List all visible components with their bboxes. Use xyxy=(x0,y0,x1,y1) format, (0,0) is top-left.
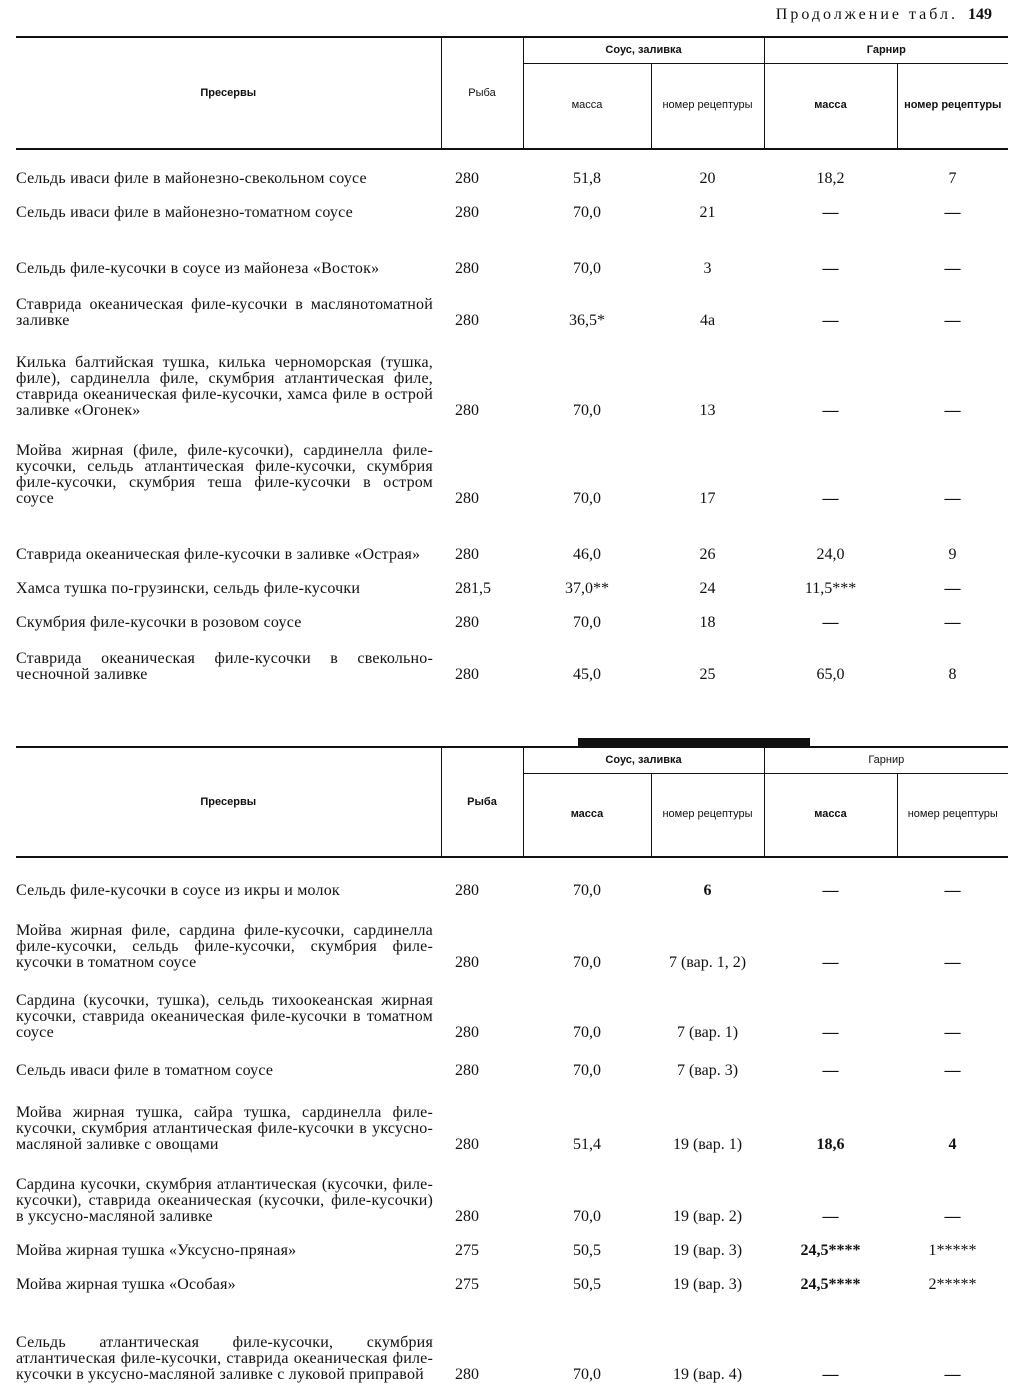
col-header-fish: Рыба xyxy=(441,747,523,857)
sauce-recipe: 7 (вар. 3) xyxy=(676,1062,739,1079)
garnish-recipe: — xyxy=(944,614,961,631)
garnish-recipe: — xyxy=(944,1208,961,1225)
sauce-mass: 50,5 xyxy=(573,1242,601,1259)
garnish-recipe: 1***** xyxy=(928,1242,977,1259)
table-row xyxy=(16,971,1008,1041)
garnish-mass: — xyxy=(822,882,839,899)
sauce-mass: 70,0 xyxy=(573,490,601,507)
table-row xyxy=(16,187,1008,221)
product-name: Ставрида океаническая филе-кусочки в маслянотоматной заливке xyxy=(16,296,433,329)
table-row xyxy=(16,507,1008,563)
product-name: Ставрида океаническая филе-кусочки в заливке «Острая» xyxy=(16,546,421,563)
product-name: Сельдь иваси филе в томатном соусе xyxy=(16,1062,274,1079)
col-header-preserves: Пресервы xyxy=(16,747,441,857)
product-name: Сельдь филе-кусочки в соусе из майонеза «Восток» xyxy=(16,260,380,277)
garnish-mass: — xyxy=(822,1208,839,1225)
table-row xyxy=(16,419,1008,507)
table-row xyxy=(16,149,1008,187)
sauce-recipe: 24 xyxy=(699,580,716,597)
garnish-mass: 24,5**** xyxy=(800,1242,861,1259)
sauce-mass: 36,5* xyxy=(569,312,605,329)
sauce-recipe: 7 (вар. 1, 2) xyxy=(668,954,747,971)
product-name: Хамса тушка по-грузински, сельдь филе-кусочки xyxy=(16,580,361,597)
garnish-mass: 65,0 xyxy=(816,666,845,683)
product-name: Мойва жирная тушка «Уксусно-пряная» xyxy=(16,1242,297,1259)
fish-mass: 280 xyxy=(455,882,479,899)
product-name: Сардина кусочки, скумбрия атлантическая (кусочки, филе-кусочки), ставрида океаническая (кусочки, филе-кусочки) в уксусно-масляной заливке xyxy=(16,1176,433,1225)
sauce-mass: 51,4 xyxy=(573,1136,601,1153)
garnish-mass: — xyxy=(822,204,839,221)
garnish-recipe: — xyxy=(944,882,961,899)
table-row xyxy=(16,1079,1008,1153)
product-name: Ставрида океаническая филе-кусочки в свекольно-чесночной заливке xyxy=(16,650,433,683)
product-name: Мойва жирная тушка «Особая» xyxy=(16,1276,236,1293)
garnish-recipe: 8 xyxy=(948,666,957,683)
garnish-mass: 24,0 xyxy=(816,546,845,563)
sauce-recipe: 26 xyxy=(699,546,716,563)
sauce-mass: 70,0 xyxy=(573,1208,601,1225)
sauce-recipe: 4а xyxy=(699,312,716,329)
fish-mass: 280 xyxy=(455,402,479,419)
garnish-mass: — xyxy=(822,954,839,971)
fish-mass: 280 xyxy=(455,170,479,187)
product-name: Мойва жирная (филе, филе-кусочки), сардинелла филе-кусочки, сельдь атлантическая филе-кусочки, скумбрия филе-кусочки, скумбрия теша филе-кусочки в остром соусе xyxy=(16,442,433,507)
product-name: Сардина (кусочки, тушка), сельдь тихоокеанская жирная кусочки, ставрида океаническая филе-кусочки в томатном соусе xyxy=(16,992,433,1041)
garnish-recipe: — xyxy=(944,260,961,277)
preserves-table-1 xyxy=(16,36,1008,683)
fish-mass: 280 xyxy=(455,1366,479,1383)
garnish-recipe: 2***** xyxy=(928,1276,977,1293)
fish-mass: 275 xyxy=(455,1242,479,1259)
garnish-recipe: — xyxy=(944,312,961,329)
col-header-garnish-mass: масса xyxy=(764,63,897,149)
table-row xyxy=(16,597,1008,631)
divider-bar xyxy=(578,738,810,746)
fish-mass: 280 xyxy=(455,1024,479,1041)
sauce-recipe: 6 xyxy=(703,882,712,899)
fish-mass: 280 xyxy=(455,1208,479,1225)
table-row xyxy=(16,277,1008,329)
header-title: Продолжение табл. xyxy=(775,6,958,23)
col-header-sauce-recipe: номер рецептуры xyxy=(651,773,764,857)
fish-mass: 280 xyxy=(455,312,479,329)
col-header-garnish: Гарнир xyxy=(764,747,1008,773)
fish-mass: 280 xyxy=(455,546,479,563)
col-header-garnish-mass: масса xyxy=(764,773,897,857)
garnish-mass: — xyxy=(822,1024,839,1041)
garnish-mass: 18,2 xyxy=(816,170,845,187)
garnish-recipe: — xyxy=(944,402,961,419)
garnish-mass: 24,5**** xyxy=(800,1276,861,1293)
running-header xyxy=(776,6,992,24)
sauce-recipe: 3 xyxy=(703,260,712,277)
preserves-table-2 xyxy=(16,746,1008,1383)
product-name: Сельдь атлантическая филе-кусочки, скумбрия атлантическая филе-кусочки, ставрида океаническая филе-кусочки в уксусно-масляной заливке с луковой приправой xyxy=(16,1334,433,1383)
fish-mass: 281,5 xyxy=(455,580,491,597)
fish-mass: 280 xyxy=(455,490,479,507)
table-row xyxy=(16,1259,1008,1293)
fish-mass: 275 xyxy=(455,1276,479,1293)
product-name: Скумбрия филе-кусочки в розовом соусе xyxy=(16,614,302,631)
sauce-mass: 70,0 xyxy=(573,882,601,899)
sauce-recipe: 20 xyxy=(699,170,716,187)
col-header-preserves: Пресервы xyxy=(16,37,441,149)
garnish-recipe: — xyxy=(944,490,961,507)
sauce-recipe: 25 xyxy=(699,666,716,683)
garnish-mass: 11,5*** xyxy=(804,580,857,597)
sauce-recipe: 13 xyxy=(699,402,716,419)
sauce-recipe: 7 (вар. 1) xyxy=(676,1024,739,1041)
table-row xyxy=(16,1293,1008,1383)
garnish-mass: — xyxy=(822,312,839,329)
col-header-fish: Рыба xyxy=(441,37,523,149)
fish-mass: 280 xyxy=(455,954,479,971)
product-name: Сельдь иваси филе в майонезно-свекольном соусе xyxy=(16,170,367,187)
garnish-recipe: — xyxy=(944,1024,961,1041)
sauce-mass: 70,0 xyxy=(573,402,601,419)
col-header-sauce: Соус, заливка xyxy=(523,747,764,773)
sauce-recipe: 17 xyxy=(699,490,716,507)
sauce-mass: 70,0 xyxy=(573,1062,601,1079)
fish-mass: 280 xyxy=(455,614,479,631)
col-header-garnish-recipe: номер рецептуры xyxy=(897,63,1008,149)
sauce-recipe: 19 (вар. 4) xyxy=(672,1366,743,1383)
garnish-mass: — xyxy=(822,1062,839,1079)
sauce-mass: 70,0 xyxy=(573,1024,601,1041)
col-header-sauce-mass: масса xyxy=(523,773,651,857)
product-name: Сельдь иваси филе в майонезно-томатном соусе xyxy=(16,204,353,221)
sauce-mass: 37,0** xyxy=(565,580,609,597)
garnish-mass: 18,6 xyxy=(816,1136,845,1153)
garnish-recipe: 9 xyxy=(948,546,957,563)
table-row xyxy=(16,1041,1008,1079)
product-name: Сельдь филе-кусочки в соусе из икры и молок xyxy=(16,882,340,899)
garnish-recipe: — xyxy=(944,1062,961,1079)
sauce-mass: 70,0 xyxy=(573,204,601,221)
garnish-recipe: 4 xyxy=(948,1136,957,1153)
garnish-mass: — xyxy=(822,614,839,631)
garnish-recipe: — xyxy=(944,1366,961,1383)
sauce-recipe: 19 (вар. 1) xyxy=(672,1136,743,1153)
garnish-recipe: — xyxy=(944,954,961,971)
sauce-mass: 70,0 xyxy=(573,954,601,971)
garnish-recipe: — xyxy=(944,204,961,221)
page-number: 149 xyxy=(968,6,992,23)
sauce-mass: 70,0 xyxy=(573,260,601,277)
table-row xyxy=(16,563,1008,597)
fish-mass: 280 xyxy=(455,260,479,277)
col-header-sauce-recipe: номер рецептуры xyxy=(651,63,764,149)
col-header-garnish-recipe: номер рецептуры xyxy=(897,773,1008,857)
table-row xyxy=(16,329,1008,419)
sauce-mass: 51,8 xyxy=(573,170,601,187)
garnish-recipe: — xyxy=(944,580,961,597)
table-row xyxy=(16,1153,1008,1225)
product-name: Килька балтийская тушка, килька черноморская (тушка, филе), сардинелла филе, скумбрия атлантическая филе, ставрида океаническая филе-кусочки, хамса филе в острой заливке «Огонек» xyxy=(16,354,433,419)
product-name: Мойва жирная тушка, сайра тушка, сардинелла филе-кусочки, скумбрия атлантическая филе-кусочки в уксусно-масляной заливке с овощами xyxy=(16,1104,433,1153)
fish-mass: 280 xyxy=(455,1136,479,1153)
sauce-recipe: 19 (вар. 2) xyxy=(672,1208,743,1225)
col-header-sauce: Соус, заливка xyxy=(523,37,764,63)
table-row xyxy=(16,899,1008,971)
garnish-mass: — xyxy=(822,402,839,419)
table-row xyxy=(16,1225,1008,1259)
sauce-recipe: 21 xyxy=(699,204,716,221)
sauce-recipe: 19 (вар. 3) xyxy=(672,1276,743,1293)
table-row xyxy=(16,221,1008,277)
table-row xyxy=(16,857,1008,899)
sauce-mass: 45,0 xyxy=(573,666,601,683)
sauce-recipe: 18 xyxy=(699,614,716,631)
sauce-recipe: 19 (вар. 3) xyxy=(672,1242,743,1259)
col-header-garnish: Гарнир xyxy=(764,37,1008,63)
fish-mass: 280 xyxy=(455,666,479,683)
garnish-mass: — xyxy=(822,260,839,277)
col-header-sauce-mass: масса xyxy=(523,63,651,149)
table-row xyxy=(16,631,1008,683)
product-name: Мойва жирная филе, сардина филе-кусочки, сардинелла филе-кусочки, сельдь филе-кусочки, скумбрия филе-кусочки в томатном соусе xyxy=(16,922,433,971)
garnish-mass: — xyxy=(822,1366,839,1383)
sauce-mass: 46,0 xyxy=(573,546,601,563)
sauce-mass: 70,0 xyxy=(573,1366,601,1383)
garnish-mass: — xyxy=(822,490,839,507)
garnish-recipe: 7 xyxy=(948,170,957,187)
fish-mass: 280 xyxy=(455,1062,479,1079)
sauce-mass: 70,0 xyxy=(573,614,601,631)
sauce-mass: 50,5 xyxy=(573,1276,601,1293)
fish-mass: 280 xyxy=(455,204,479,221)
